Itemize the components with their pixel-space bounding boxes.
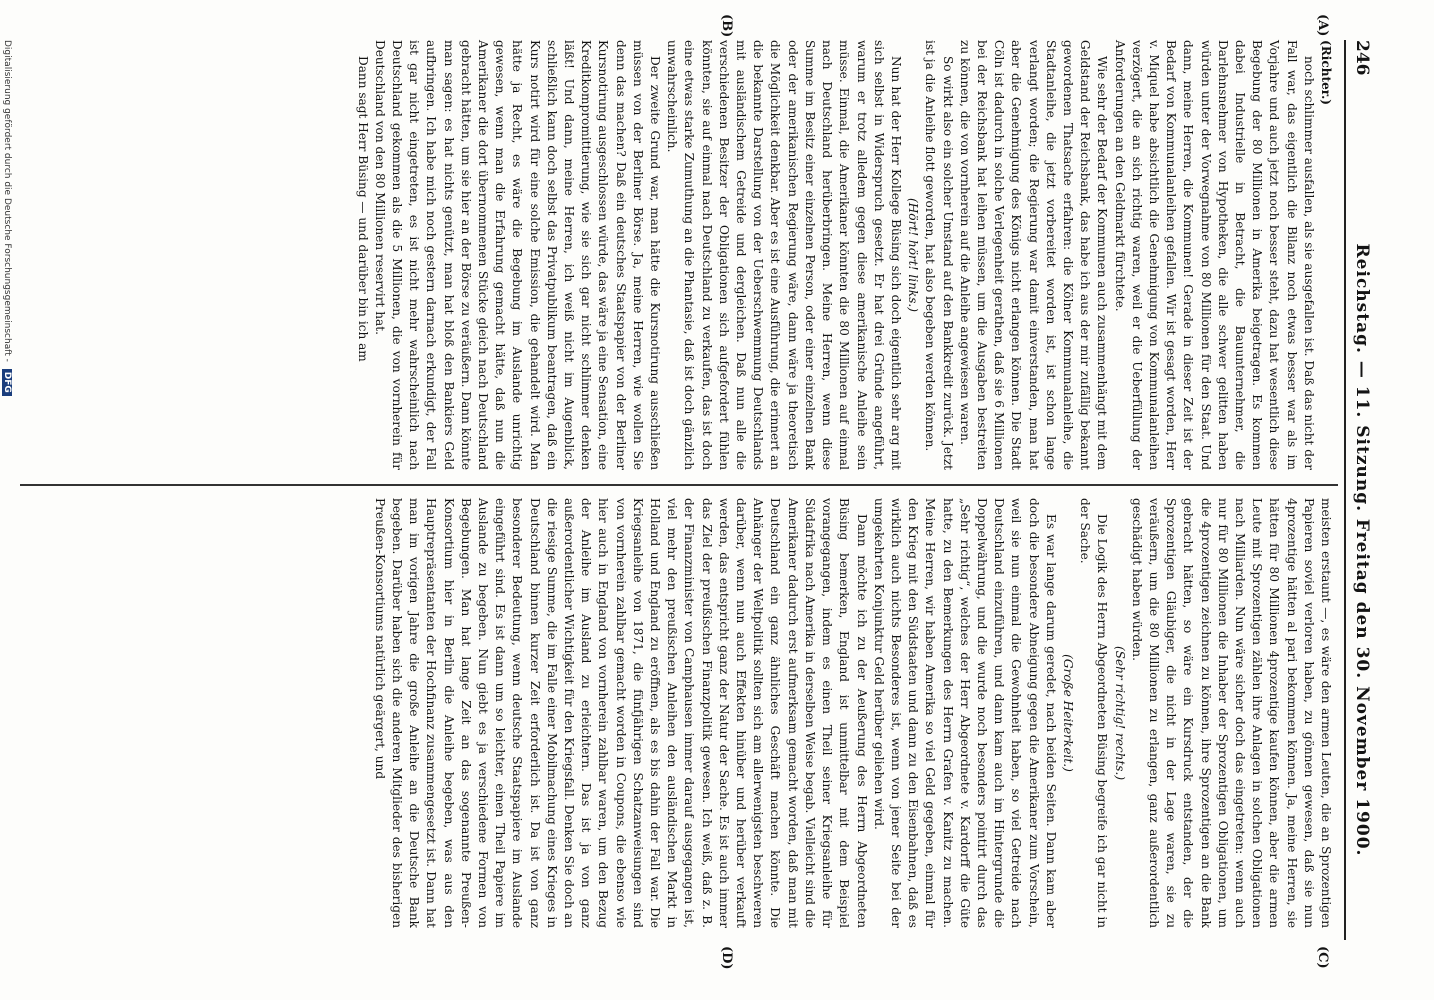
column-divider <box>20 484 1338 486</box>
digitization-footer <box>2 40 12 940</box>
paragraph: Dann sagt Herr Büsing — und darüber bin ich am <box>355 56 370 362</box>
interjection: (Große Heiterkeit.) <box>1060 654 1075 772</box>
page-title: Reichstag. — 11. Sitzung. Freitag den 30. November 1900. <box>1352 243 1372 857</box>
left-column <box>353 40 1334 470</box>
header-rule <box>1344 40 1346 940</box>
paragraph: Dann möchte ich zu der Aeußerung des Herrn Abgeordneten Büsing bemerken, England ist unmittelbar mit dem Beispiel vorangegangen, indem es einen Theil seiner Kriegsanleihe für Südafrika nach Amerika in derselben Weise begab. Vielleicht sind die Amerikaner dadurch erst aufmerksam gemacht worden, daß man mit Deutschland ein ganz ähnliches Geschäft machen könnte. Die Anhänger der Weltpolitik sollten sich am allerwenigsten beschweren darüber, wenn nun auch Effekten hinüber und herüber verkauft werden, das entspricht ganz der Natur der Sache. Es ist auch immer das Ziel der preußischen Finanzpolitik gewesen. Ich weiß, daß z. B. der Finanzminister von Camphausen immer darauf ausgegangen ist, viel mehr den preußischen Anleihen den ausländischen Markt in Holland und England zu eröffnen, als es bis dahin der Fall war. Die Kriegsanleihe von 1871, die fünfjährigen Schatzanweisungen sind von vornherein zahlbar gemacht worden in Coupons, die ebenso wie hier auch in England von vornherein zahlbar waren, um den Bezug der Anleihe im Ausland zu erleichtern. Das ist ja von ganz außerordentlicher Wichtigkeit für den Kriegsfall. Denken Sie doch an die riesige Summe, die im Falle einer Mobilmachung eines Krieges in Deutschland binnen kurzer Zeit erforderlich ist. Da ist von ganz besonderer Bedeutung, wenn deutsche Staatspapiere im Auslande eingeführt sind. Es ist dann um so leichter, einen Theil Papiere im Auslande zu begeben. Nun giebt es ja verschiedene Formen von Begebungen. Man hat lange Zeit an das sogenannte Preußen-Konsortium hier in Berlin die Anleihe begeben, was aus den Hauptrepräsentanten der Hochfinanz zusammengesetzt ist. Dann hat man im vorigen Jahre die große Anleihe an die Deutsche Bank begeben. Darüber haben sich die anderen Mitglieder des bisherigen Preußen-Konsortiums natürlich geärgert, und <box>372 498 869 928</box>
dfg-logo: DFG <box>2 369 12 396</box>
footer-text: Digitalisierung gefördert durch die Deutsche Forschungsgemeinschaft - <box>2 40 12 362</box>
speaker-label: (Richter.) <box>1319 40 1333 105</box>
paragraph: Der zweite Grund war, man hätte die Kursnotirung ausschließen müssen von der Berliner Börse. Ja, meine Herren, wie wollen Sie denn das machen? Daß ein deutsches Staatspapier von der Berliner Kursnotirung ausgeschlossen würde, das wäre ja eine Sensation, eine Kreditkompromittierung, wie sie sich gar nicht schlimmer denken läßt! Und dann, meine Herren, ich weiß nicht im Augenblick, schließlich kann doch selbst das Privatpublikum beantragen, daß ein Kurs notirt wird für eine solche Emission, die gehandelt wird. Man hätte ja Recht, es wäre die Begebung im Auslande unrichtig gewesen, wenn man die Erfahrung gemacht hätte, daß nun die Amerikaner die dort übernommenen Stücke gleich nach Deutschland gebracht hätten, um sie hier an der Börse zu veräußern. Dann könnte man sagen: es hat nichts genützt, man hat bloß den Bankiers Geld aufbringen. Ich habe mich noch gestern darnach erkundigt, der Fall ist gar nicht eingetreten, es ist nicht mehr wahrscheinlich nach Deutschland gekommen als die 5 Millionen, die von vornherein für Deutschland von den 80 Millionen reservirt hat. <box>372 40 663 470</box>
page-header <box>1342 40 1382 940</box>
paragraph: noch schlimmer ausfallen, als sie ausgefallen ist. Daß das nicht der Fall war, das eigentlich die Bilanz noch etwas besser war als im Vorjahre und auch jetzt noch besser steht, dazu hat wesentlich diese Begebung der 80 Millionen in Amerika beigetragen. Es kommen dabei Industrielle in Betracht, die Bauunternehmer, die Darlehnsnehmer von Hypotheken, die alle schwer gelitten haben würden unter der Vorwegnahme von 80 Millionen für den Staat. Und dann, meine Herren, die Kommunen! Gerade in dieser Zeit ist der Bedarf von Kommunalanleihen gefallen. Wir ist gesagt worden, Herr v. Miquel habe absichtlich die Genehmigung von Kommunalanleihen verzögert, die an sich richtig waren, weil er die Ueberfüllung der Anforderungen an den Geldmarkt fürchtete. <box>1112 40 1316 470</box>
paragraph: meisten erstaunt —, es wäre den armen Leuten, die an Sprozentigen Papieren soviel verloren haben, zu gönnen gewesen, daß sie nun 4prozentige hätten al pari bekommen können. Ja, meine Herren, sie hätten für 80 Millionen 4prozentige kaufen können, aber die armen Leute mit Sprozentigen zählen ihre Anlagen in solchen Obligationen nach Milliarden. Nun wäre sicher doch das eingetreten: wenn auch nur für 80 Millionen die Inhaber der Sprozentigen Obligationen, um die 4prozentigen zeichnen zu können, ihre Sprozentigen an die Bank gebracht hätten, so wäre ein Kursdruck entstanden, der die Sprozentigen Gläubiger, die nicht in der Lage waren, sie zu veräußern, um die 80 Millionen zu erlangen, ganz außerordentlich geschädigt haben würden. <box>1129 498 1333 928</box>
margin-mark-c: (C) <box>1315 946 1330 969</box>
paragraph: So wirkt also ein solcher Umstand auf den Bankkredit zurück. Jetzt ist ja die Anleihe flott geworden, hat also begeben werden können. <box>923 40 955 470</box>
page-number: 246 <box>1352 40 1372 76</box>
paragraph: Nun hat der Herr Kollege Büsing sich doch eigentlich sehr arg mit sich selbst in Widerspruch gesetzt. Er hat drei Gründe angeführt, warum er trotz alledem gegen diese amerikanische Anleihe sein müsse. Einmal, die Amerikaner könnten die 80 Millionen auf einmal nach Deutschland herüberbringen. Meine Herren, wenn diese Summe im Besitz einer einzelnen Person, oder einer einzelnen Bank oder der amerikanischen Regierung wäre, dann wäre ja theoretisch die Möglichkeit denkbar. Aber es ist eine Ausführung, die erinnert an die bekannte Darstellung von der Ueberschwemmung Deutschlands mit ausländischem Getreide und dergleichen. Daß nun alle die verschiedenen Besitzer der Obligationen sich aufgefordert fühlen könnten, sie auf einmal nach Deutschland zu verkaufen, das ist doch eine etwas starke Zumuthung an die Phantasie, daß ist doch gänzlich unwahrscheinlich. <box>665 40 903 470</box>
margin-mark-d: (D) <box>719 946 734 970</box>
right-column <box>371 498 1334 928</box>
paragraph: Es war lange darum geredet, nach beiden Seiten. Dann kam aber doch die besondere Abneigung gegen die Amerikaner zum Vorschein, weil sie nun einmal die Gewohnheit haben, so viel Getreide nach Deutschland einzuführen, und dann kam auch im Hintergrunde die Doppelwährung, und die wurde noch besonders pointirt durch das „Sehr richtig“, welches der Herr Abgeordnete v. Kardorff die Güte hatte, zu den Bemerkungen des Herrn Grafen v. Kanitz zu machen. Meine Herren, wir haben Amerika so viel Geld gegeben, einmal für den Krieg mit den Südstaaten und dann zu den Eisenbahnen, daß es wirklich auch nichts Besonderes ist, wenn von jener Seite bei der umgekehrten Konjunktur Geld herüber geliehen wird. <box>871 498 1058 928</box>
interjection: (Sehr richtig! rechts.) <box>1112 645 1127 781</box>
margin-mark-b: (B) <box>719 14 734 38</box>
margin-mark-a: (A) <box>1315 14 1330 37</box>
interjection: (Hört! hört! links.) <box>906 198 921 312</box>
paragraph: Die Logik des Herrn Abgeordneten Büsing begreife ich gar nicht in der Sache. <box>1078 498 1110 928</box>
paragraph: Wie sehr der Bedarf der Kommunen auch zusammenhängt mit dem Geldstand der Reichsbank, das habe ich aus der mir zufällig bekannt gewordenen Thatsache erfahren: die Kölner Kommunalanleihe, die Stadtanleihe, die jetzt vorbereitet worden ist, ist schon lange verlangt worden; die Regierung war damit einverstanden, man hat aber die Genehmigung des Königs nicht erlangen können. Die Stadt Cöln ist dadurch in solche Verlegenheit gerathen, daß sie 6 Millionen bei der Reichsbank hat leihen müssen, um die Ausgaben bestreiten zu können, die von vornherein auf die Anleihe angewiesen waren. <box>957 40 1110 470</box>
